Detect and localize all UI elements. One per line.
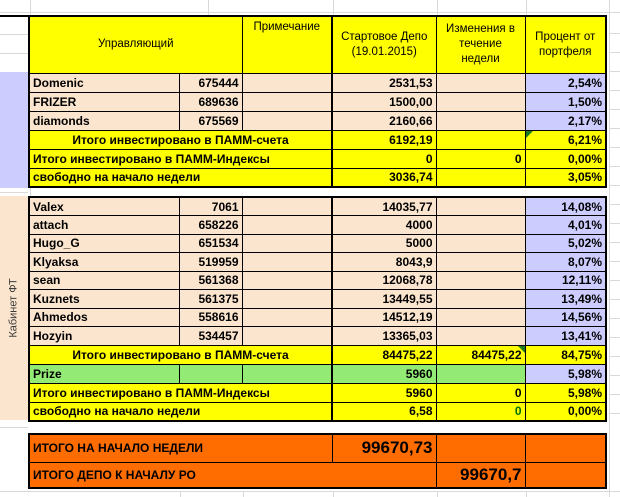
- gridline: [30, 0, 31, 15]
- manager-name-cell[interactable]: sean: [29, 271, 179, 290]
- start-depo-cell[interactable]: 1500,00: [332, 92, 436, 111]
- account-number-cell[interactable]: 7061: [179, 197, 242, 216]
- start-depo-cell[interactable]: 5000: [332, 234, 436, 253]
- free-funds-depo[interactable]: 6,58: [332, 402, 436, 421]
- table-row: [29, 290, 606, 309]
- note-cell[interactable]: [242, 290, 332, 309]
- summary-row: [29, 434, 606, 462]
- table-row: [29, 253, 606, 272]
- total-row: [29, 168, 606, 187]
- manager-name-cell[interactable]: Hugo_G: [29, 234, 179, 253]
- account-number-cell[interactable]: 658226: [179, 216, 242, 235]
- week-change-cell[interactable]: [436, 216, 525, 235]
- free-funds-label[interactable]: свободно на начало недели: [29, 168, 332, 187]
- total-accounts-change[interactable]: [436, 130, 525, 149]
- note-cell[interactable]: [242, 111, 332, 130]
- portfolio-pct-cell[interactable]: 2,54%: [525, 73, 606, 92]
- note-cell[interactable]: [242, 197, 332, 216]
- prize-name-cell[interactable]: Prize: [29, 364, 179, 383]
- gridline: [333, 0, 334, 15]
- start-depo-cell[interactable]: 12068,78: [332, 271, 436, 290]
- table-row: [29, 234, 606, 253]
- header-manager[interactable]: Управляющий: [29, 16, 242, 73]
- summary-table: [28, 433, 607, 489]
- portfolio-pct-cell[interactable]: 12,11%: [525, 271, 606, 290]
- green-corner-marker-icon: [526, 131, 533, 138]
- gridline: [609, 15, 620, 420]
- week-change-cell[interactable]: [436, 290, 525, 309]
- start-depo-cell[interactable]: 8043,9: [332, 253, 436, 272]
- total-row: [29, 130, 606, 149]
- note-cell[interactable]: [242, 234, 332, 253]
- week-start-total-change[interactable]: [436, 434, 525, 462]
- gridline: [30, 188, 31, 196]
- gridline: [0, 192, 28, 193]
- table-row: [29, 73, 606, 92]
- note-cell[interactable]: [242, 327, 332, 346]
- header-start-depo[interactable]: Стартовое Депо (19.01.2015): [332, 16, 436, 73]
- free-funds-pct[interactable]: 0,00%: [525, 402, 606, 421]
- total-accounts-pct-value: 6,21%: [567, 132, 602, 147]
- total-row: [29, 149, 606, 168]
- week-change-cell[interactable]: [436, 197, 525, 216]
- portfolio-pct-cell[interactable]: 4,01%: [525, 216, 606, 235]
- prize-pct-cell[interactable]: 5,98%: [525, 364, 606, 383]
- gridline: [526, 0, 527, 15]
- gridline: [0, 427, 28, 428]
- week-change-cell[interactable]: [436, 308, 525, 327]
- manager-name-cell[interactable]: Hozyin: [29, 327, 179, 346]
- manager-name-cell[interactable]: Klyaksa: [29, 253, 179, 272]
- gridline: [243, 491, 244, 497]
- prize-account-cell[interactable]: [179, 364, 242, 383]
- week-change-cell[interactable]: [436, 234, 525, 253]
- depo-ro-extra[interactable]: [525, 462, 606, 488]
- total-index-depo[interactable]: 0: [332, 149, 436, 168]
- portfolio-pct-cell[interactable]: 8,07%: [525, 253, 606, 272]
- account-number-cell[interactable]: 689636: [179, 92, 242, 111]
- gridline: [0, 53, 28, 54]
- gridline: [208, 0, 209, 15]
- manager-name-cell[interactable]: Ahmedos: [29, 308, 179, 327]
- portfolio-pct-cell[interactable]: 2,17%: [525, 111, 606, 130]
- week-change-cell[interactable]: [436, 73, 525, 92]
- total-row: [29, 345, 606, 364]
- start-depo-cell[interactable]: 14512,19: [332, 308, 436, 327]
- start-depo-cell[interactable]: 2160,66: [332, 111, 436, 130]
- note-cell[interactable]: [242, 216, 332, 235]
- total-index-pct[interactable]: 5,98%: [525, 383, 606, 402]
- start-depo-cell[interactable]: 13449,55: [332, 290, 436, 309]
- account-number-cell[interactable]: 561368: [179, 271, 242, 290]
- gridline: [526, 491, 527, 497]
- total-index-change[interactable]: 0: [436, 149, 525, 168]
- account-number-cell[interactable]: 558616: [179, 308, 242, 327]
- total-accounts-pct[interactable]: [525, 130, 606, 149]
- account-number-cell[interactable]: 519959: [179, 253, 242, 272]
- gridline: [333, 491, 334, 497]
- account-number-cell[interactable]: 675569: [179, 111, 242, 130]
- depo-ro-value[interactable]: 99670,7: [436, 462, 525, 488]
- prize-note-cell[interactable]: [242, 364, 332, 383]
- cabinet-ft-label: Кабинет ФТ: [8, 278, 21, 338]
- prize-row: [29, 364, 606, 383]
- pamm-table-section2: [28, 196, 607, 422]
- table-row: [29, 111, 606, 130]
- summary-row: [29, 462, 606, 488]
- total-accounts-label[interactable]: Итого инвестировано в ПАММ-счета: [29, 345, 332, 364]
- week-start-total-extra[interactable]: [525, 434, 606, 462]
- total-accounts-depo[interactable]: 84475,22: [332, 345, 436, 364]
- total-index-label[interactable]: Итого инвестировано в ПАММ-Индексы: [29, 149, 332, 168]
- header-week-change[interactable]: Изменения в течение недели: [436, 16, 525, 73]
- note-cell[interactable]: [242, 92, 332, 111]
- portfolio-pct-cell[interactable]: 5,02%: [525, 234, 606, 253]
- free-funds-pct[interactable]: 3,05%: [525, 168, 606, 187]
- gridline: [437, 0, 438, 15]
- total-accounts-pct[interactable]: 84,75%: [525, 345, 606, 364]
- week-change-cell[interactable]: [436, 327, 525, 346]
- table-row: [29, 197, 606, 216]
- gridline: [0, 34, 28, 35]
- total-row: [29, 402, 606, 421]
- total-accounts-depo[interactable]: 6192,19: [332, 130, 436, 149]
- note-cell[interactable]: [242, 308, 332, 327]
- table-row: [29, 271, 606, 290]
- section1-row-band: [0, 72, 28, 188]
- total-index-pct[interactable]: 0,00%: [525, 149, 606, 168]
- table-row: [29, 216, 606, 235]
- portfolio-pct-cell[interactable]: 13,49%: [525, 290, 606, 309]
- pamm-table-section1: [28, 15, 607, 188]
- account-number-cell[interactable]: 561375: [179, 290, 242, 309]
- note-cell[interactable]: [242, 253, 332, 272]
- table-row: [29, 327, 606, 346]
- start-depo-cell[interactable]: 2531,53: [332, 73, 436, 92]
- gridline: [0, 491, 620, 492]
- week-change-cell[interactable]: [436, 92, 525, 111]
- manager-name-cell[interactable]: attach: [29, 216, 179, 235]
- start-depo-cell[interactable]: 14035,77: [332, 197, 436, 216]
- header-portfolio-pct[interactable]: Процент от портфеля: [525, 16, 606, 73]
- account-number-cell[interactable]: 651534: [179, 234, 242, 253]
- start-depo-cell[interactable]: 4000: [332, 216, 436, 235]
- manager-name-cell[interactable]: Kuznets: [29, 290, 179, 309]
- week-start-total-value[interactable]: 99670,73: [332, 434, 436, 462]
- header-note[interactable]: Примечание: [242, 16, 332, 73]
- note-cell[interactable]: [242, 271, 332, 290]
- free-funds-change[interactable]: 0: [436, 402, 525, 421]
- depo-ro-label[interactable]: ИТОГО ДЕПО К НАЧАЛУ РО: [29, 462, 436, 488]
- start-depo-cell[interactable]: 13365,03: [332, 327, 436, 346]
- account-number-cell[interactable]: 534457: [179, 327, 242, 346]
- green-corner-marker-icon: [518, 346, 525, 353]
- total-index-depo[interactable]: 5960: [332, 383, 436, 402]
- gridline: [437, 491, 438, 497]
- note-cell[interactable]: [242, 73, 332, 92]
- free-funds-label[interactable]: свободно на начало недели: [29, 402, 332, 421]
- section2-row-band: [0, 196, 28, 420]
- total-accounts-change[interactable]: [436, 345, 525, 364]
- free-funds-change[interactable]: [436, 168, 525, 187]
- week-start-total-label[interactable]: ИТОГО НА НАЧАЛО НЕДЕЛИ: [29, 434, 332, 462]
- gridline: [0, 12, 620, 13]
- manager-name-cell[interactable]: Valex: [29, 197, 179, 216]
- manager-name-cell[interactable]: Domenic: [29, 73, 179, 92]
- table-row: [29, 308, 606, 327]
- free-funds-depo[interactable]: 3036,74: [332, 168, 436, 187]
- portfolio-pct-cell[interactable]: 1,50%: [525, 92, 606, 111]
- manager-name-cell[interactable]: diamonds: [29, 111, 179, 130]
- portfolio-pct-cell[interactable]: 13,41%: [525, 327, 606, 346]
- week-change-cell[interactable]: [436, 253, 525, 272]
- total-index-change[interactable]: 0: [436, 383, 525, 402]
- prize-depo-cell[interactable]: 5960: [332, 364, 436, 383]
- week-change-cell[interactable]: [436, 111, 525, 130]
- total-accounts-change-value: 84475,22: [471, 347, 522, 362]
- week-change-cell[interactable]: [436, 271, 525, 290]
- total-row: [29, 383, 606, 402]
- gridline: [180, 491, 181, 497]
- account-number-cell[interactable]: 675444: [179, 73, 242, 92]
- table-row: [29, 92, 606, 111]
- total-index-label[interactable]: Итого инвестировано в ПАММ-Индексы: [29, 383, 332, 402]
- portfolio-pct-cell[interactable]: 14,08%: [525, 197, 606, 216]
- portfolio-pct-cell[interactable]: 14,56%: [525, 308, 606, 327]
- manager-name-cell[interactable]: FRIZER: [29, 92, 179, 111]
- total-accounts-label[interactable]: Итого инвестировано в ПАММ-счета: [29, 130, 332, 149]
- prize-change-cell[interactable]: [436, 364, 525, 383]
